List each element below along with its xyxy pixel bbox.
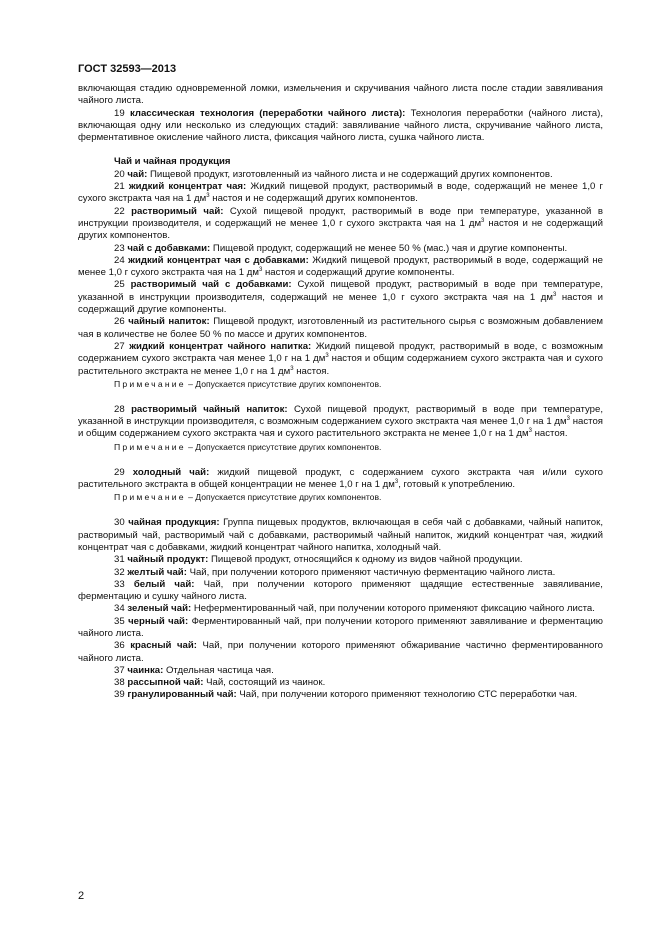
term-33: 33 белый чай: Чай, при получении которого применяют щадящие естественные завяливание, ферментацию и сушку чайного листа. xyxy=(78,578,603,603)
term-37: 37 чаинка: Отдельная частица чая. xyxy=(114,664,274,676)
term-20: 20 чай: Пищевой продукт, изготовленный из чайного листа и не содержащий других компонентов. xyxy=(114,168,553,180)
section-heading: Чай и чайная продукция xyxy=(114,156,231,168)
document-header: ГОСТ 32593—2013 xyxy=(78,63,177,75)
paragraph-continuation: включающая стадию одновременной ломки, измельчения и скручивания чайного листа после стадии завяливания чайного листа. xyxy=(78,83,603,107)
note-29: Примечание – Допускается присутствие других компонентов. xyxy=(114,492,382,503)
term-28: 28 растворимый чайный напиток: Сухой пищевой продукт, растворимый в воде при температуре, указанной в инструкции производителя, с возможным содержанием сухого экстракта чая менее 1,0 г на 1 $дм^3$ настоя и общим содержанием сухого экстракта чая и сухого растительного экстракта не менее 1,0 г на 1 $дм^3$ настоя. xyxy=(78,403,604,440)
note-28: Примечание – Допускается присутствие других компонентов. xyxy=(114,441,382,452)
term-29: 29 холодный чай: жидкий пищевой продукт, с содержанием сухого экстракта чая и/или сухого растительного экстракта в общей концентрации не менее 1,0 г на 1 $дм^3$, готовый к употреблению. xyxy=(78,466,604,491)
term-25: 25 растворимый чай с добавками: Сухой пищевой продукт, растворимый в воде при температуре, указанной в инструкции производителя, содержащий не менее 1,0 г сухого экстракта чая на 1 $дм^3$ настоя и содержащий другие компоненты. xyxy=(78,279,604,316)
term-35: 35 черный чай: Ферментированный чай, при получении которого применяют завяливание и ферментацию чайного листа. xyxy=(78,615,603,639)
term-19: 19 классическая технология (переработки чайного листа): Технология переработки (чайного листа), включающая одну или несколько из следующих стадий: завяливание чайного листа, скручивание чайного листа, ферментативное окисление чайного листа, фиксация чайного листа, сушка чайного листа. xyxy=(78,107,603,144)
term-21: 21 жидкий концентрат чая: Жидкий пищевой продукт, растворимый в воде, содержащий не менее 1,0 г сухого экстракта чая на 1 $дм^3$ настоя и не содержащий других компонентов. xyxy=(78,181,603,205)
term-39: 39 гранулированный чай: Чай, при получении которого применяют технологию СТС переработки чая. xyxy=(114,689,578,701)
term-26: 26 чайный напиток: Пищевой продукт, изготовленный из растительного сырья с возможным добавлением чая в количестве не более 50 % по массе и других компонентов. xyxy=(78,316,603,340)
term-22: 22 растворимый чай: Сухой пищевой продукт, растворимый в воде при температуре, указанной в инструкции производителя, и содержащий не менее 1,0 г сухого экстракта чая на 1 $дм^3$ настоя и не содержащий других компонентов. xyxy=(78,205,603,242)
term-24: 24 жидкий концентрат чая с добавками: Жидкий пищевой продукт, растворимый в воде, содержащий не менее 1,0 г сухого экстракта чая на 1 $дм^3$ настоя и содержащий другие компоненты. xyxy=(78,254,603,279)
note-27: Примечание – Допускается присутствие других компонентов. xyxy=(114,378,382,389)
term-27: 27 жидкий концентрат чайного напитка: Жидкий пищевой продукт, растворимый в воде, с возможным содержанием сухого экстракта чая менее 1,0 г на 1 $дм^3$ настоя и общим содержанием сухого экстракта чая и сухого растительного экстракта не менее 1,0 г на 1 $дм^3$ настоя. xyxy=(78,340,603,377)
term-34: 34 зеленый чай: Неферментированный чай, при получении которого применяют фиксацию чайного листа. xyxy=(114,603,595,615)
term-31: 31 чайный продукт: Пищевой продукт, относящийся к одному из видов чайной продукции. xyxy=(114,554,523,566)
page-number: 2 xyxy=(78,890,85,902)
term-36: 36 красный чай: Чай, при получении которого применяют обжаривание частично ферментированного чайного листа. xyxy=(78,640,603,664)
term-23: 23 чай с добавками: Пищевой продукт, содержащий не менее 50 % (мас.) чая и другие компоненты. xyxy=(114,242,568,254)
term-30: 30 чайная продукция: Группа пищевых продуктов, включающая в себя чай с добавками, чайный напиток, растворимый чай, растворимый чай с добавками, растворимый чайный напиток, жидкий концентрат чая, жидкий концентрат чая с добавками, жидкий концентрат чайного напитка, холодный чай. xyxy=(78,517,603,553)
term-38: 38 рассыпной чай: Чай, состоящий из чаинок. xyxy=(114,677,326,689)
term-32: 32 желтый чай: Чай, при получении которого применяют частичную ферментацию чайного листа. xyxy=(114,566,556,578)
document-body xyxy=(78,83,603,702)
